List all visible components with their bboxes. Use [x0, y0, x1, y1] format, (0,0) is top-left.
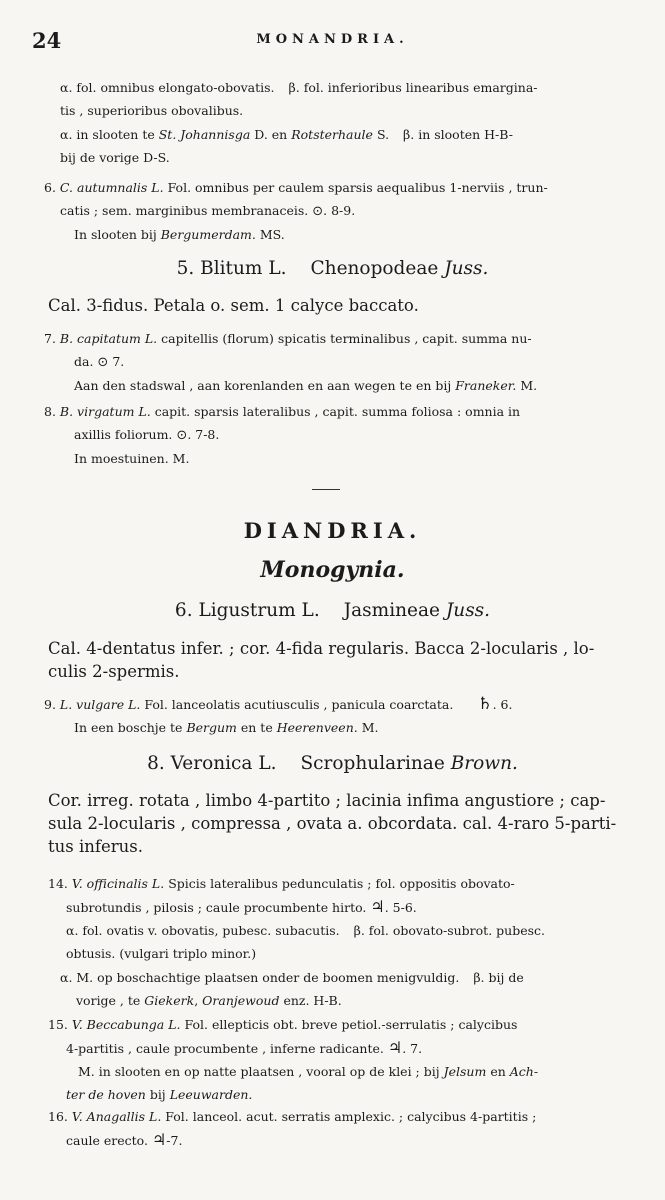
genus-name: Ligustrum L. [198, 600, 320, 621]
locality-text: β. in slooten H-B- [403, 127, 513, 142]
flowering-months: . 6. [492, 697, 513, 712]
locality-text: In slooten bij [74, 227, 157, 242]
species-description: caule erecto. [66, 1133, 148, 1148]
species-description: subrotundis , pilosis ; caule procumbente hirto. [66, 900, 367, 915]
source-abbr: M. [361, 720, 379, 735]
variety-beta-cont: tis , superioribus obovalibus. [60, 103, 244, 118]
locality-text: Aan den stadswal , aan korenlanden en aan wegen te en bij [74, 378, 452, 393]
character-text: sula 2-locularis , compressa , ovata a. obcordata. cal. 4-raro 5-parti- [48, 814, 617, 833]
running-head: MONANDRIA. [256, 32, 409, 47]
species-name: C. autumnalis L. [59, 180, 164, 195]
species-entry-8 [44, 400, 629, 470]
genus-8-character [48, 789, 629, 858]
species-number: 9. [44, 697, 56, 712]
locality-text: S. [376, 127, 390, 142]
entry-6-varieties [60, 76, 629, 122]
flowering-months: . 8-9. [323, 203, 356, 218]
locality-text: vorige , te [76, 993, 141, 1008]
genus-name: Blitum L. [200, 258, 287, 279]
family-author: Juss. [445, 600, 491, 621]
species-entry-14 [48, 872, 629, 965]
page-header [32, 28, 633, 52]
locality-text: In moestuinen. M. [74, 451, 190, 466]
locality-text: M. in slooten en op natte plaatsen , vooral op de klei ; bij [78, 1064, 440, 1079]
biennial-symbol-icon: ⊙ [176, 428, 188, 443]
perennial-symbol-icon: ♃ [370, 897, 385, 916]
genus-6-character [48, 637, 629, 683]
species-number: 15. [48, 1017, 68, 1032]
place-name: Franeker. [455, 378, 517, 393]
place-name: ter de hoven [66, 1087, 146, 1102]
species-description: Fol. lanceolatis acutiusculis , panicula coarctata. [144, 697, 454, 712]
place-name: Heerenveen. [276, 720, 358, 735]
place-name: Rotsterhaule [291, 127, 373, 142]
class-title: DIANDRIA. [243, 518, 422, 543]
place-name: Leeuwarden. [169, 1087, 253, 1102]
species-number: 16. [48, 1109, 68, 1124]
locality-text: , [194, 993, 199, 1008]
genus-number: 8. [147, 753, 165, 774]
species-name: B. capitatum L. [59, 331, 158, 346]
variety-alpha: α. fol. omnibus elongato-obovatis. [60, 80, 275, 95]
genus-number: 5. [176, 258, 195, 279]
species-name: B. virgatum L. [59, 404, 151, 419]
family-name: Chenopodeae [310, 258, 439, 279]
species-entry-9 [44, 693, 629, 739]
family-name: Jasmineae [343, 600, 440, 621]
locality-text: enz. H-B. [283, 993, 342, 1008]
species-name: L. vulgare L. [59, 697, 141, 712]
place-name: Oranjewoud [202, 993, 280, 1008]
variety-beta: β. fol. obovato-subrot. pubesc. [353, 923, 545, 938]
place-name: Bergumerdam. [160, 227, 256, 242]
annual-symbol-icon: ⊙ [312, 204, 324, 219]
locality-text: β. bij de [473, 970, 524, 985]
perennial-symbol-icon: ♃ [387, 1038, 403, 1057]
genus-5-character: Cal. 3-fidus. Petala o. sem. 1 calyce baccato. [48, 296, 419, 315]
variety-alpha: α. fol. ovatis v. obovatis, pubesc. subacutis. [66, 923, 340, 938]
locality-text: bij [149, 1087, 166, 1102]
species-description: capitellis (florum) spicatis terminalibus , capit. summa nu- [161, 331, 532, 346]
genus-heading-ligustrum [0, 600, 665, 621]
family-name: Scrophularinae [300, 753, 445, 774]
species-entry-15 [48, 1013, 629, 1106]
genus-heading-veronica [0, 753, 665, 774]
locality-text: bij de vorige D-S. [60, 150, 170, 165]
character-text: culis 2-spermis. [48, 662, 180, 681]
flowering-months: . 7. [402, 1041, 423, 1056]
place-name: St. Johannisga [158, 127, 251, 142]
species-description: axillis foliorum. [74, 427, 173, 442]
character-text: Cor. irreg. rotata , limbo 4-partito ; lacinia infima angustiore ; cap- [48, 791, 606, 810]
species-entry-16 [48, 1105, 629, 1152]
family-author: Juss. [444, 258, 489, 279]
locality-text: en te [240, 720, 273, 735]
perennial-symbol-icon: ♃ [151, 1130, 167, 1149]
species-description: Fol. ellepticis obt. breve petiol.-serrulatis ; calycibus [184, 1017, 518, 1032]
flowering-months: 7. [112, 354, 125, 369]
entry-14-localities [60, 966, 629, 1012]
genus-heading-blitum [0, 258, 665, 279]
species-entry-6 [44, 176, 629, 246]
species-name: V. Beccabunga L. [71, 1017, 181, 1032]
species-name: V. Anagallis L. [71, 1109, 162, 1124]
family-author: Brown. [450, 753, 518, 774]
species-description: Fol. omnibus per caulem sparsis aequalibus 1-nerviis , trun- [167, 180, 548, 195]
source-abbr: M. [520, 378, 538, 393]
species-description: 4-partitis , caule procumbente , inferne radicante. [66, 1041, 384, 1056]
character-text: tus inferus. [48, 837, 143, 856]
locality-text: D. en [254, 127, 288, 142]
flowering-months: . 5-6. [384, 900, 417, 915]
locality-text: α. in slooten te [60, 127, 155, 142]
order-title: Monogynia. [260, 557, 405, 583]
species-number: 14. [48, 876, 68, 891]
species-description: Spicis lateralibus pedunculatis ; fol. oppositis obovato- [168, 876, 515, 891]
variety-beta: β. fol. inferioribus linearibus emargina- [288, 80, 538, 95]
genus-name: Veronica L. [170, 753, 277, 774]
section-divider [312, 489, 340, 490]
place-name: Bergum [186, 720, 237, 735]
locality-text: en [490, 1064, 506, 1079]
species-description: catis ; sem. marginibus membranaceis. [60, 203, 309, 218]
flowering-months: -7. [166, 1133, 183, 1148]
page-number: 24 [32, 28, 62, 53]
species-number: 7. [44, 331, 56, 346]
source-abbr: MS. [259, 227, 285, 242]
variety-beta-cont: obtusis. (vulgari triplo minor.) [66, 946, 257, 961]
species-name: V. officinalis L. [71, 876, 165, 891]
place-name: Jelsum [443, 1064, 487, 1079]
locality-text: In een boschje te [74, 720, 183, 735]
species-number: 6. [44, 180, 56, 195]
locality-text: α. M. op boschachtige plaatsen onder de boomen menigvuldig. [60, 970, 460, 985]
genus-number: 6. [174, 600, 193, 621]
species-description: da. [74, 354, 94, 369]
place-name: Giekerk [144, 993, 195, 1008]
species-entry-7 [44, 327, 629, 397]
place-name: Ach- [509, 1064, 539, 1079]
species-description: capit. sparsis lateralibus , capit. summa foliosa : omnia in [154, 404, 521, 419]
shrub-symbol-icon: ♄ [477, 694, 493, 714]
character-text: Cal. 4-dentatus infer. ; cor. 4-fida regularis. Bacca 2-locularis , lo- [48, 639, 595, 658]
flowering-months: . 7-8. [187, 427, 220, 442]
species-description: Fol. lanceol. acut. serratis amplexic. ; calycibus 4-partitis ; [165, 1109, 537, 1124]
annual-symbol-icon: ⊙ [97, 355, 109, 370]
species-number: 8. [44, 404, 56, 419]
entry-6-localities [60, 123, 629, 169]
